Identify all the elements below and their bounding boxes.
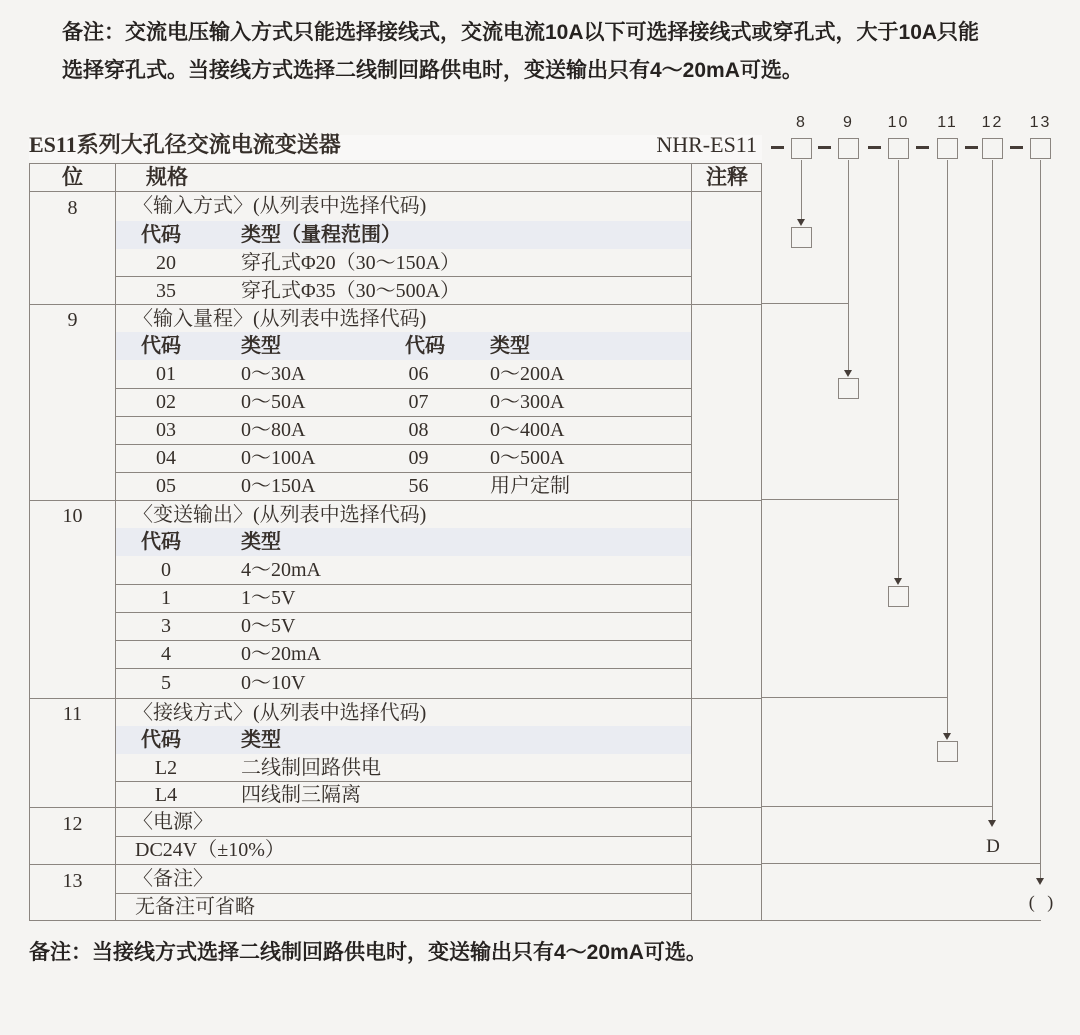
dash [771, 146, 784, 149]
pos-10: 10 [62, 505, 83, 527]
code-cell: 08 [408, 419, 429, 441]
type-cell: 0～100A [241, 447, 316, 469]
code-cell: 3 [161, 615, 171, 637]
code-cell: 05 [156, 475, 176, 497]
diagram-label-10: 10 [887, 114, 910, 131]
section-9-subcol-code2: 代码 [405, 335, 445, 357]
code-cell: 07 [408, 391, 429, 413]
leader-line-8 [801, 160, 802, 220]
sep-line [115, 584, 691, 585]
pos-12: 12 [62, 813, 83, 835]
bottom-note: 备注：当接线方式选择二线制回路供电时，变送输出只有4～20mA可选。 [29, 941, 707, 964]
code-box-9 [838, 138, 859, 159]
code-cell: L4 [154, 784, 178, 806]
code-box-10 [888, 138, 909, 159]
section-11-subcol-type: 类型 [241, 729, 281, 751]
dash [965, 146, 978, 149]
leader-line-11 [947, 160, 948, 734]
code-cell: L2 [154, 757, 178, 779]
pos-13: 13 [62, 870, 83, 892]
type-cell: 4～20mA [241, 559, 321, 581]
type-cell: 穿孔式Φ20（30～150A） [241, 252, 461, 274]
type-cell: 1～5V [241, 587, 296, 609]
arrow-down-icon [1036, 878, 1044, 885]
section-13-value: 无备注可省略 [135, 896, 255, 918]
code-cell: 06 [408, 363, 429, 385]
dash [916, 146, 929, 149]
diagram-label-9: 9 [843, 114, 854, 131]
model-code: NHR-ES11 [656, 132, 757, 157]
sep-line [115, 612, 691, 613]
connector-10 [762, 499, 899, 500]
dash [818, 146, 831, 149]
arrow-down-icon [797, 219, 805, 226]
target-box-9 [838, 378, 859, 399]
arrow-down-icon [943, 733, 951, 740]
page-title: ES11系列大孔径交流电流变送器 [29, 132, 341, 157]
code-cell: 04 [156, 447, 176, 469]
type-cell: 穿孔式Φ35（30～500A） [241, 280, 461, 302]
code-cell: 01 [156, 363, 176, 385]
pos-11: 11 [62, 703, 83, 725]
connector-9 [762, 303, 849, 304]
code-cell: 1 [161, 587, 171, 609]
sep-line [115, 640, 691, 641]
type-cell: 0～20mA [241, 643, 321, 665]
target-box-8 [791, 227, 812, 248]
diagram-label-11: 11 [937, 114, 958, 131]
type-cell: 二线制回路供电 [241, 757, 381, 779]
section-10-subcol-type: 类型 [241, 531, 281, 553]
leader-line-12 [992, 160, 993, 821]
subheader-band-9 [116, 332, 691, 360]
type-cell: 0～500A [490, 447, 565, 469]
diagram-label-12: 12 [981, 114, 1004, 131]
type-cell: 0～50A [241, 391, 306, 413]
selection-table [29, 163, 762, 921]
section-9-heading: 〈输入量程〉(从列表中选择代码) [133, 308, 427, 330]
dash [868, 146, 881, 149]
section-9-subcol-code1: 代码 [141, 335, 181, 357]
top-note-line2: 选择穿孔式。当接线方式选择二线制回路供电时，变送输出只有4～20mA可选。 [62, 59, 803, 82]
type-cell: 0～10V [241, 672, 306, 694]
code-cell: 35 [156, 280, 176, 302]
type-cell: 用户定制 [490, 475, 570, 497]
section-13-heading: 〈备注〉 [133, 868, 213, 890]
section-8-heading: 〈输入方式〉(从列表中选择代码) [133, 195, 427, 217]
code-cell: 5 [161, 672, 171, 694]
type-cell: 0～5V [241, 615, 296, 637]
code-12-hint: D [986, 836, 1000, 857]
type-cell: 0～400A [490, 419, 565, 441]
type-cell: 四线制三隔离 [241, 784, 361, 806]
diagram-label-13: 13 [1029, 114, 1052, 131]
subheader-band-8 [116, 221, 691, 249]
pos-9: 9 [67, 309, 78, 331]
code-box-12 [982, 138, 1003, 159]
leader-line-10 [898, 160, 899, 579]
leader-line-13 [1040, 160, 1041, 879]
connector-11 [762, 697, 948, 698]
type-cell: 0～300A [490, 391, 565, 413]
leader-line-9 [848, 160, 849, 371]
sep-line [115, 668, 691, 669]
code-cell: 4 [161, 643, 171, 665]
code-13-hint: ( ) [1028, 892, 1058, 912]
section-11-heading: 〈接线方式〉(从列表中选择代码) [133, 702, 427, 724]
top-note-line1: 备注：交流电压输入方式只能选择接线式，交流电流10A以下可选择接线式或穿孔式，大于10A只能 [62, 21, 980, 44]
section-9-subcol-type2: 类型 [490, 335, 530, 357]
target-box-11 [937, 741, 958, 762]
type-cell: 0～30A [241, 363, 306, 385]
code-box-11 [937, 138, 958, 159]
code-cell: 20 [156, 252, 176, 274]
section-10-subcol-code: 代码 [141, 531, 181, 553]
code-box-8 [791, 138, 812, 159]
sep-line [115, 781, 691, 782]
section-9-subcol-type1: 类型 [241, 335, 281, 357]
type-cell: 0～150A [241, 475, 316, 497]
dash [1010, 146, 1023, 149]
arrow-down-icon [844, 370, 852, 377]
diagram-label-8: 8 [796, 114, 807, 131]
code-cell: 09 [408, 447, 429, 469]
arrow-down-icon [894, 578, 902, 585]
subheader-band-11 [116, 726, 691, 754]
code-cell: 03 [156, 419, 176, 441]
col-header-pos: 位 [62, 166, 83, 189]
subheader-band-10 [116, 528, 691, 556]
connector-13 [762, 863, 1041, 864]
col-header-spec: 规格 [146, 166, 188, 189]
target-box-10 [888, 586, 909, 607]
type-cell: 0～200A [490, 363, 565, 385]
code-cell: 56 [408, 475, 429, 497]
connector-bottom [762, 920, 1041, 921]
section-12-value: DC24V（±10%） [135, 839, 285, 861]
pos-8: 8 [67, 197, 78, 219]
connector-12 [762, 806, 993, 807]
col-header-note: 注释 [706, 166, 748, 189]
section-12-heading: 〈电源〉 [133, 811, 213, 833]
code-box-13 [1030, 138, 1051, 159]
section-11-subcol-code: 代码 [141, 729, 181, 751]
code-cell: 02 [156, 391, 176, 413]
code-cell: 0 [161, 559, 171, 581]
section-8-subcol-code: 代码 [141, 224, 181, 246]
section-10-heading: 〈变送输出〉(从列表中选择代码) [133, 504, 427, 526]
arrow-down-icon [988, 820, 996, 827]
section-8-subcol-type: 类型（量程范围） [241, 224, 401, 246]
type-cell: 0～80A [241, 419, 306, 441]
